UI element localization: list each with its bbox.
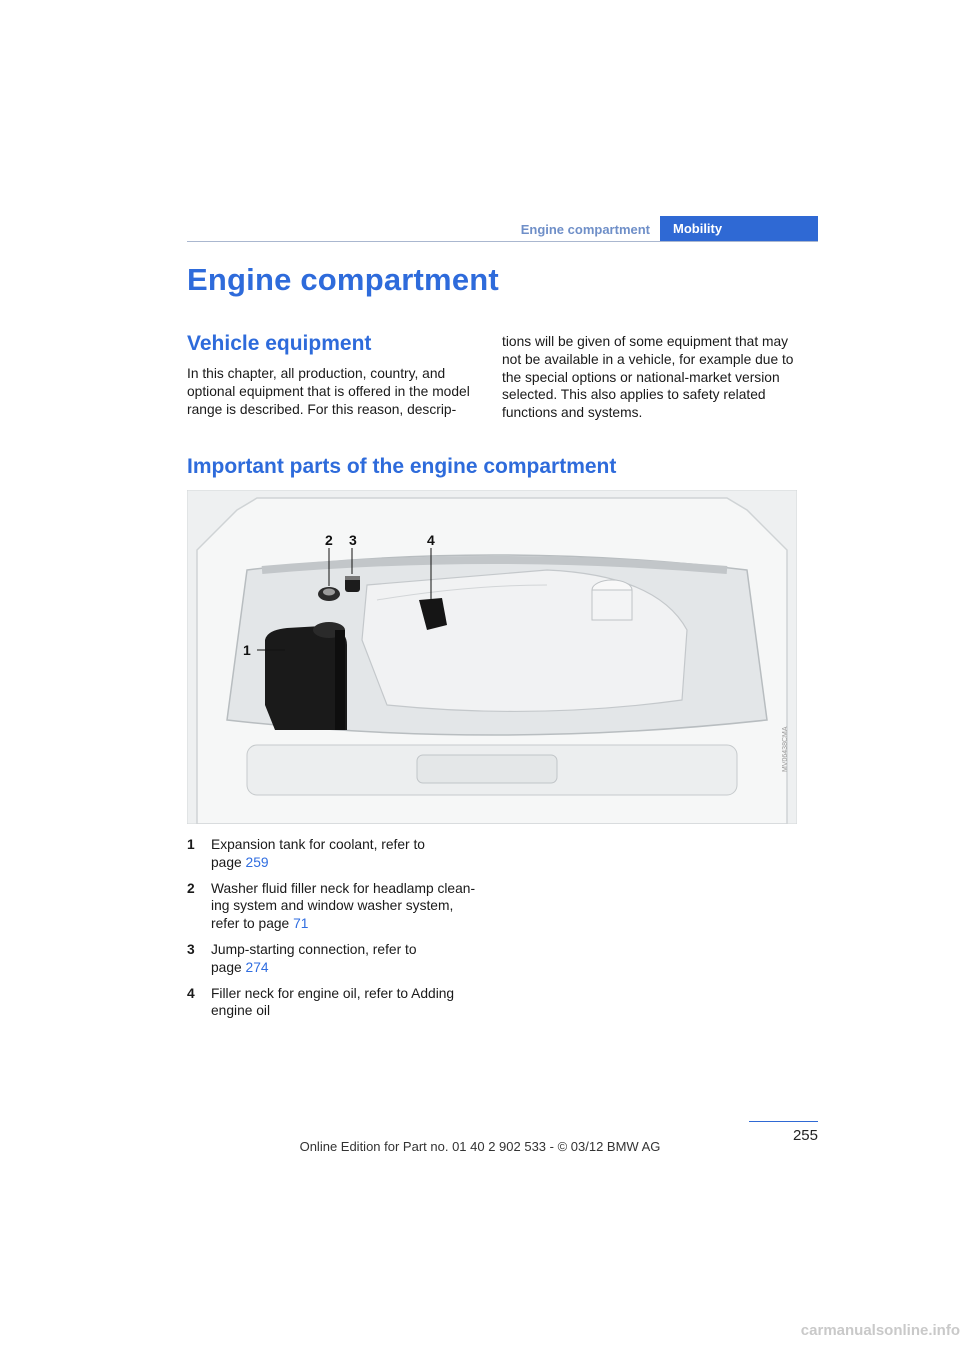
legend-num: 2: [187, 880, 195, 896]
page-number: 255: [792, 1127, 818, 1144]
running-header-section: Engine compartment: [520, 222, 650, 237]
page-link-71[interactable]: 71: [293, 916, 309, 932]
callout-3: 3: [349, 532, 357, 548]
page-title: Engine compartment: [187, 262, 499, 297]
running-header-tab: Mobility: [660, 216, 818, 242]
callout-2: 2: [325, 532, 333, 548]
legend-text: Filler neck for engine oil, refer to Adding: [211, 985, 455, 1001]
legend-item-2: [187, 880, 487, 933]
vehicle-equipment-text-col2: tions will be given of some equipment that may not be available in a vehicle, for example due to the special options or national-market version selected. This also applies to safety related functions and systems.: [502, 334, 794, 421]
legend-item-3: [187, 941, 487, 977]
legend-text: Jump-starting connection, refer to: [211, 941, 417, 957]
vehicle-equipment-text-col1: In this chapter, all production, country, and optional equipment that is offered in the model range is described. For this reason, descrip-: [187, 366, 470, 417]
site-watermark: carmanualsonline.info: [800, 1322, 960, 1339]
legend-num: 3: [187, 941, 195, 957]
callout-1: 1: [243, 642, 251, 658]
footer-edition: Online Edition for Part no. 01 40 2 902 533 - © 03/12 BMW AG: [299, 1139, 661, 1154]
legend-item-4: [187, 985, 487, 1021]
engine-compartment-figure: [187, 490, 797, 824]
image-code: MV06438CMA: [782, 726, 789, 772]
legend-text: engine oil: [211, 1003, 271, 1019]
page-link-259[interactable]: 259: [245, 854, 269, 870]
engine-compartment-illustration: [187, 490, 797, 824]
legend-text: ing system and window washer system,: [211, 898, 454, 914]
important-parts-heading: Important parts of the engine compartment: [187, 455, 617, 478]
page-link-274[interactable]: 274: [245, 959, 269, 975]
legend-item-1: [187, 836, 487, 872]
vehicle-equipment-heading: Vehicle equipment: [187, 332, 372, 355]
legend-num: 4: [187, 985, 195, 1001]
callout-4: 4: [427, 532, 435, 548]
legend-text: Expansion tank for coolant, refer to: [211, 837, 425, 852]
footer-divider: [749, 1121, 818, 1122]
header-divider: [187, 241, 818, 242]
legend-text: page: [211, 959, 246, 975]
legend-text: Washer fluid filler neck for headlamp clean-: [211, 880, 476, 896]
legend-text: refer to page: [211, 916, 294, 932]
legend-num: 1: [187, 837, 195, 852]
legend-text: page: [211, 854, 246, 870]
parts-legend: [187, 836, 487, 1028]
